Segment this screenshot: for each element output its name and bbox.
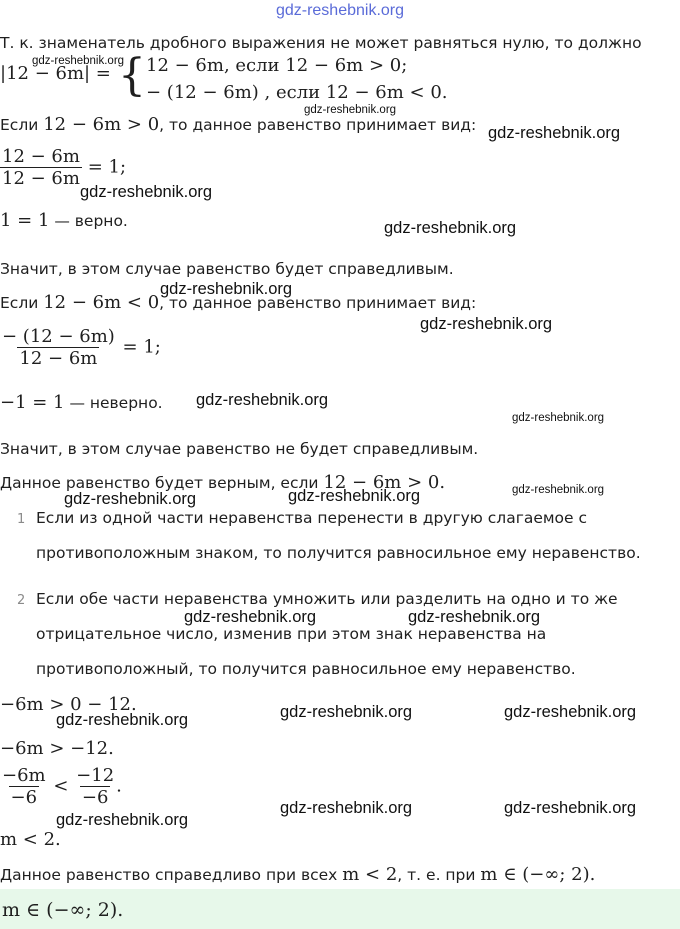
final-statement: Данное равенство справедливо при всех m < 2, т. е. при m ∈ (−∞; 2). [0, 864, 596, 885]
rule-1-number: 1 [17, 512, 26, 527]
case-neg-lead: Если 12 − 6m < 0, то данное равенство принимает вид: [0, 292, 477, 313]
watermark: gdz-reshebnik.org [408, 608, 541, 626]
watermark: gdz-reshebnik.org [160, 280, 293, 298]
solution-step-4: m < 2. [0, 829, 61, 850]
rule-2-line-3: противоположный, то получится равносильное ему неравенство. [36, 660, 576, 678]
watermark: gdz-reshebnik.org [504, 799, 637, 817]
watermark: gdz-reshebnik.org [32, 55, 125, 67]
case-pos-equation: $\frac{12 - 6m}{12 - 6m}$ = 1; [2, 146, 127, 189]
case-pos-result: 1 = 1 — верно. [0, 210, 128, 231]
watermark: gdz-reshebnik.org [280, 799, 413, 817]
case-neg-equation: $\frac{- (12 - 6m)}{12 - 6m}$ = 1; [2, 326, 161, 369]
header-watermark: gdz-reshebnik.org [275, 2, 405, 19]
watermark: gdz-reshebnik.org [304, 104, 397, 116]
watermark: gdz-reshebnik.org [184, 608, 317, 626]
watermark: gdz-reshebnik.org [56, 711, 189, 729]
watermark: gdz-reshebnik.org [420, 315, 553, 333]
case-pos-lead: Если 12 − 6m > 0, то данное равенство принимает вид: [0, 114, 477, 135]
case-pos-conclusion: Значит, в этом случае равенство будет справедливым. [0, 260, 454, 278]
watermark: gdz-reshebnik.org [488, 124, 621, 142]
solution-step-1: −6m > 0 − 12. [0, 694, 137, 715]
case-neg-result: −1 = 1 — неверно. [0, 392, 163, 413]
rule-1-line-1: Если из одной части неравенства перенести в другую слагаемое с [36, 509, 588, 527]
watermark: gdz-reshebnik.org [288, 487, 421, 505]
rule-2-number: 2 [17, 593, 26, 608]
watermark: gdz-reshebnik.org [280, 703, 413, 721]
case-neg-conclusion: Значит, в этом случае равенство не будет справедливым. [0, 440, 479, 458]
answer-text: m ∈ (−∞; 2). [2, 899, 124, 921]
solution-step-3: $\frac{-6m}{-6}$ < $\frac{-12}{-6}$ . [2, 765, 122, 808]
summary-line: Данное равенство будет верным, если 12 − 6m > 0. [0, 472, 446, 493]
watermark: gdz-reshebnik.org [64, 490, 197, 508]
watermark: gdz-reshebnik.org [512, 412, 605, 424]
watermark: gdz-reshebnik.org [512, 484, 605, 496]
solution-step-2: −6m > −12. [0, 738, 114, 759]
intro-text: Т. к. знаменатель дробного выражения не может равняться нулю, то должно [0, 34, 642, 52]
answer-box [0, 889, 680, 929]
watermark: gdz-reshebnik.org [384, 219, 517, 237]
watermark: gdz-reshebnik.org [56, 811, 189, 829]
abs-expression: |12 − 6m| = [0, 63, 111, 84]
watermark: gdz-reshebnik.org [504, 703, 637, 721]
case-1: 12 − 6m, если 12 − 6m > 0; [146, 55, 408, 76]
case-2: − (12 − 6m) , если 12 − 6m < 0. [146, 82, 448, 103]
rule-1-line-2: противоположным знаком, то получится равносильное ему неравенство. [36, 544, 641, 562]
watermark: gdz-reshebnik.org [80, 183, 213, 201]
watermark: gdz-reshebnik.org [196, 391, 329, 409]
rule-2-line-1: Если обе части неравенства умножить или разделить на одно и то же [36, 590, 618, 608]
case-brace: { [118, 50, 146, 101]
rule-2-line-2: отрицательное число, изменив при этом знак неравенства на [36, 625, 547, 643]
